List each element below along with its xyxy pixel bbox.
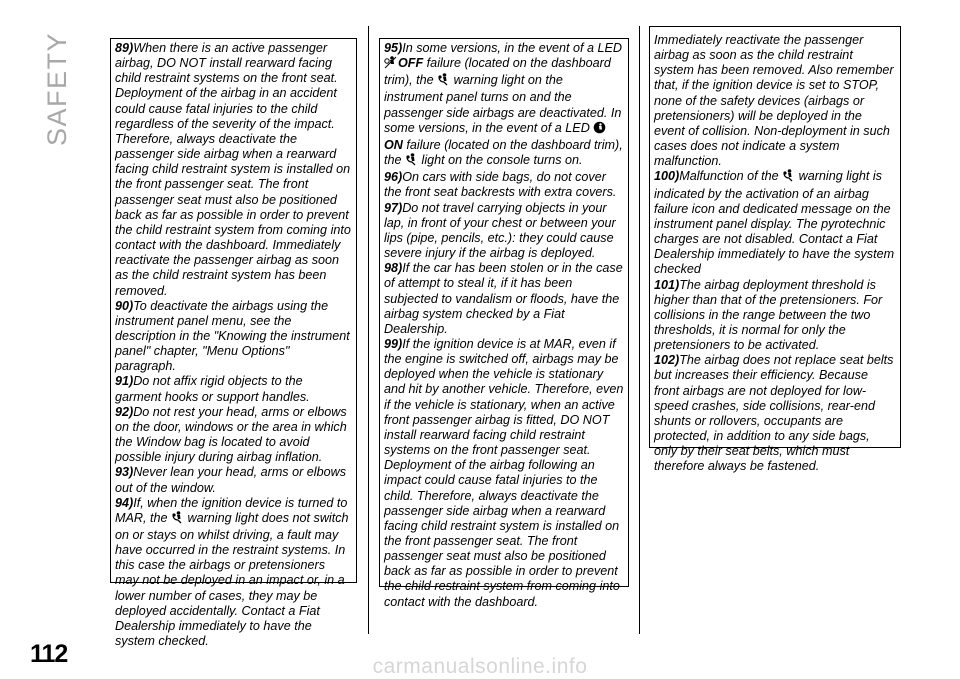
passenger-airbag-off-icon xyxy=(384,56,398,73)
airbag-warning-icon xyxy=(171,511,184,528)
section-title xyxy=(34,24,74,154)
note-102: 102)The airbag does not replace seat belts but increases their efficiency. Because front airbags are not deployed for low-speed crashes, side collisions, rear-end shunts or rollovers, occupants are protected, in addition to any side bags, only by their seat belts, which must therefore always be fastened. xyxy=(654,353,894,474)
airbag-warning-icon xyxy=(437,73,450,90)
note-94: 94)If, when the ignition device is turned to MAR, the warning light does not switch on or stays on whilst driving, a fault may have occurred in the restraint systems. In this case the airbags or pretensioners may not be deployed in an impact or, in a lower number of cases, they may be deployed accidentally. Contact a Fiat Dealership immediately to have the system checked. xyxy=(115,495,349,649)
section-title-text: SAFETY xyxy=(42,31,72,146)
footer-watermark: carmanualsonline.info xyxy=(372,655,588,678)
note-95: 95)In some versions, in the event of a LED OFF failure (located on the dashboard trim), the warning light on the instrument panel turns on and the passenger side airbags are deactivated. In some versions, in the event of a LED ON failure (located on the dashboard trim), the light on the console turns on. xyxy=(384,41,624,170)
note-100: 100)Malfunction of the warning light is indicated by the activation of an airbag failure icon and dedicated message on the instrument panel display. The pyrotechnic charges are not disabled. Contact a Fiat Dealership immediately to have the system checked xyxy=(654,169,895,277)
note-90: 90)To deactivate the airbags using the instrument panel menu, see the description in the "Knowing the instrument panel" chapter, "Menu Options" paragraph. xyxy=(115,298,350,374)
warning-box-2 xyxy=(379,38,629,609)
warning-box-1 xyxy=(110,38,357,649)
note-97: 97)Do not travel carrying objects in your lap, in front of your chest or between your lips (pipe, pencils, etc.): they could cause severe injury if the airbag is deployed. xyxy=(384,200,616,261)
column-divider-2 xyxy=(639,26,640,634)
note-93: 93)Never lean your head, arms or elbows out of the window. xyxy=(115,465,346,495)
page-number: 112 xyxy=(30,640,68,668)
note-98: 98)If the car has been stolen or in the case of attempt to steal it, if it has been subjected to vandalism or floods, have the airbag system checked by a Fiat Dealership. xyxy=(384,261,623,336)
airbag-warning-icon xyxy=(405,153,418,170)
note-92: 92)Do not rest your head, arms or elbows on the door, windows or the area in which the Window bag is located to avoid possible injury during airbag inflation. xyxy=(115,404,347,465)
note-91: 91)Do not affix rigid objects to the garment hooks or support handles. xyxy=(115,374,310,404)
warning-box-3 xyxy=(649,26,901,474)
airbag-warning-icon xyxy=(782,169,795,186)
note-101: 101)The airbag deployment threshold is higher than that of the pretensioners. For collisions in the range between the two thresholds, it is normal for only the pretensioners to be activated. xyxy=(654,277,883,353)
note-89: 89)When there is an active passenger airbag, DO NOT install rearward facing child restraint systems on the front seat. Deployment of the airbag in an accident could cause fatal injuries to the child regardless of the severity of the impact. Therefore, always deactivate the passenger side airbag when a rearward facing child restraint system is installed on the front passenger seat. The front passenger seat must also be positioned back as far as possible in order to prevent the child restraint system from coming into contact with the dashboard. Immediately reactivate the passenger airbag as soon as the child restraint system has been removed. xyxy=(115,41,351,298)
note-96: 96)On cars with side bags, do not cover the front seat backrests with extra covers. xyxy=(384,170,617,200)
note-99: 99)If the ignition device is at MAR, even if the engine is switched off, airbags may be deployed when the vehicle is stationary and hit by another vehicle. Therefore, even if the vehicle is stationary, when an active front passenger airbag is fitted, DO NOT install rearward facing child restraint systems on the front passenger seat. Deployment of the airbag following an impact could cause fatal injuries to the child. Therefore, always deactivate the passenger side airbag when a rearward facing child restraint system is installed on the front passenger seat. The front passenger seat must also be positioned back as far as possible in order to prevent the child restraint system from coming into contact with the dashboard. xyxy=(384,336,624,609)
note-99-continued: Immediately reactivate the passenger airbag as soon as the child restraint system has been removed. Also remember that, if the ignition device is set to STOP, none of the safety devices (airbags or pretensioners) will be deployed in the event of collision. Non-deployment in such cases does not indicate a system malfunction. xyxy=(654,33,894,169)
column-divider-1 xyxy=(368,26,369,634)
passenger-airbag-on-icon xyxy=(593,121,607,138)
